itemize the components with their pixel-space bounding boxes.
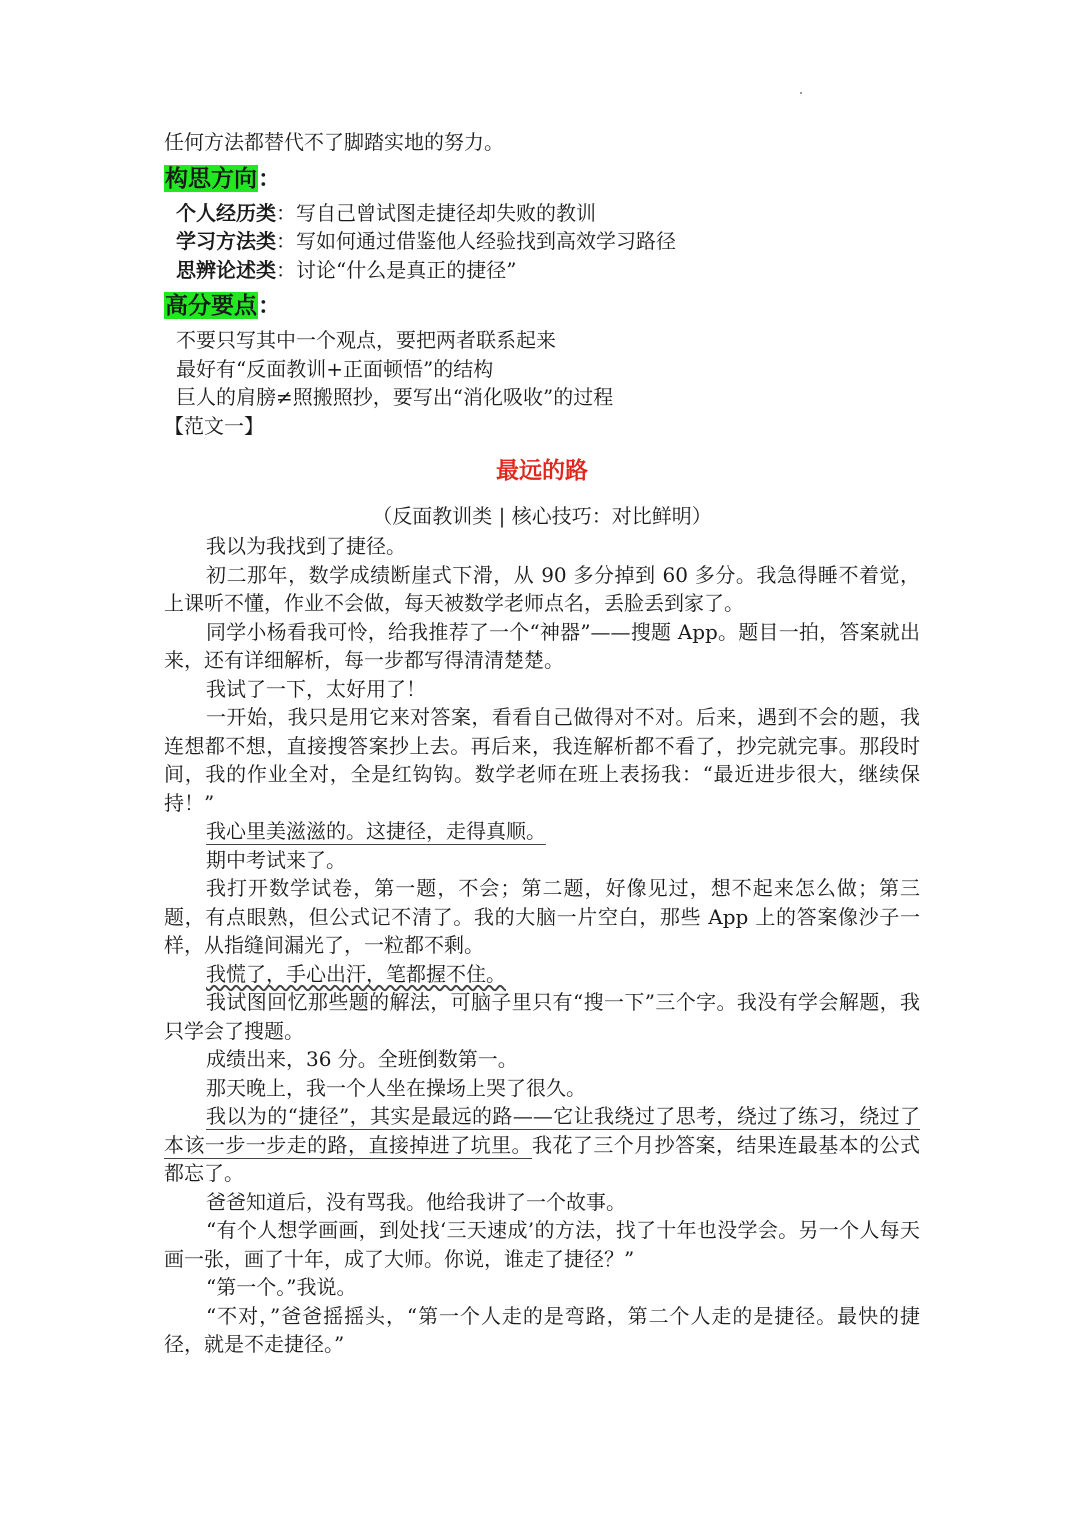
scan-speck — [800, 92, 802, 94]
essay-paragraph: 成绩出来，36 分。全班倒数第一。 — [206, 1047, 518, 1071]
idea-item — [164, 199, 920, 228]
essay-paragraph: 期中考试来了。 — [206, 847, 346, 872]
essay-paragraph-wavy — [164, 960, 920, 989]
intro-line: 任何方法都替代不了脚踏实地的努力。 — [164, 130, 504, 154]
essay-label: 【范文一】 — [164, 413, 264, 438]
idea-item — [164, 256, 920, 285]
idea-item-label: 思辨论述类 — [176, 257, 276, 282]
essay-paragraph-key-sentence — [164, 1102, 920, 1188]
points-item: 不要只写其中一个观点，要把两者联系起来 — [176, 328, 556, 352]
idea-item-label: 学习方法类 — [176, 229, 276, 253]
essay-paragraph: 同学小杨看我可怜，给我推荐了一个“神器”——搜题 App。题目一拍，答案就出来，还有详细解析，每一步都写得清清楚楚。 — [164, 619, 920, 672]
essay-title: 最远的路 — [496, 458, 588, 484]
underlined-sentence: 我心里美滋滋的。这捷径，走得真顺。 — [206, 819, 546, 843]
points-item: 巨人的肩膀≠照搬照抄，要写出“消化吸收”的过程 — [176, 385, 614, 409]
essay-paragraph: “第一个。”我说。 — [206, 1275, 357, 1299]
essay-paragraph: “有个人想学画画，到处找‘三天速成’的方法，找了十年也没学会。另一个人每天画一张，画了十年，成了大师。你说，谁走了捷径？” — [164, 1218, 920, 1271]
points-item: 最好有“反面教训+正面顿悟”的结构 — [176, 356, 494, 381]
points-heading-colon: ： — [258, 292, 281, 319]
essay-paragraph: 那天晚上，我一个人坐在操场上哭了很久。 — [206, 1075, 586, 1100]
essay-paragraph: 我打开数学试卷，第一题，不会；第二题，好像见过，想不起来怎么做；第三题，有点眼熟，但公式记不清了。我的大脑一片空白，那些 App 上的答案像沙子一样，从指缝间漏光了，一粒都不剩。 — [164, 876, 920, 957]
idea-section-heading — [164, 159, 920, 199]
idea-item-text: ：写如何通过借鉴他人经验找到高效学习路径 — [276, 229, 676, 253]
idea-heading-text: 构思方向 — [165, 164, 257, 192]
wavy-underlined-sentence: 我慌了，手心出汗，笔都握不住。 — [206, 961, 506, 986]
idea-heading-colon: ： — [258, 164, 281, 192]
key-sentence-rest: 我花了三个月抄答案，结果连最基本的公式都忘了。 — [164, 1132, 920, 1185]
idea-item — [164, 227, 920, 256]
idea-item-label: 个人经历类 — [176, 200, 276, 225]
essay-paragraph: 我试了一下，太好用了！ — [206, 676, 426, 701]
essay-paragraph: 我以为我找到了捷径。 — [206, 534, 406, 558]
points-section-heading — [164, 286, 920, 326]
essay-paragraph: 初二那年，数学成绩断崖式下滑，从 90 多分掉到 60 多分。我急得睡不着觉，上课听不懂，作业不会做，每天被数学老师点名，丢脸丢到家了。 — [164, 562, 920, 615]
essay-subtitle: （反面教训类 | 核心技巧：对比鲜明） — [372, 504, 712, 528]
essay-paragraph: “不对，”爸爸摇摇头，“第一个人走的是弯路，第二个人走的是捷径。最快的捷径，就是不走捷径。” — [164, 1303, 920, 1356]
idea-item-text: ：写自己曾试图走捷径却失败的教训 — [276, 200, 596, 225]
essay-paragraph-underlined — [164, 817, 920, 846]
essay-paragraph: 我试图回忆那些题的解法，可脑子里只有“搜一下”三个字。我没有学会解题，我只学会了搜题。 — [164, 990, 920, 1043]
document-page — [164, 128, 920, 1359]
points-heading-text: 高分要点 — [165, 292, 257, 319]
key-sentence-underlined: 我以为的“捷径”，其实是最远的路——它让我绕过了思考，绕过了练习，绕过了本该一步一步走的路，直接掉进了坑里。 — [164, 1104, 920, 1157]
essay-paragraph: 爸爸知道后，没有骂我。他给我讲了一个故事。 — [206, 1189, 626, 1214]
idea-item-text: ：讨论“什么是真正的捷径” — [276, 257, 517, 282]
essay-paragraph: 一开始，我只是用它来对答案，看看自己做得对不对。后来，遇到不会的题，我连想都不想，直接搜答案抄上去。再后来，我连解析都不看了，抄完就完事。那段时间，我的作业全对，全是红钩钩。数学老师在班上表扬我：“最近进步很大，继续保持！” — [164, 705, 920, 815]
